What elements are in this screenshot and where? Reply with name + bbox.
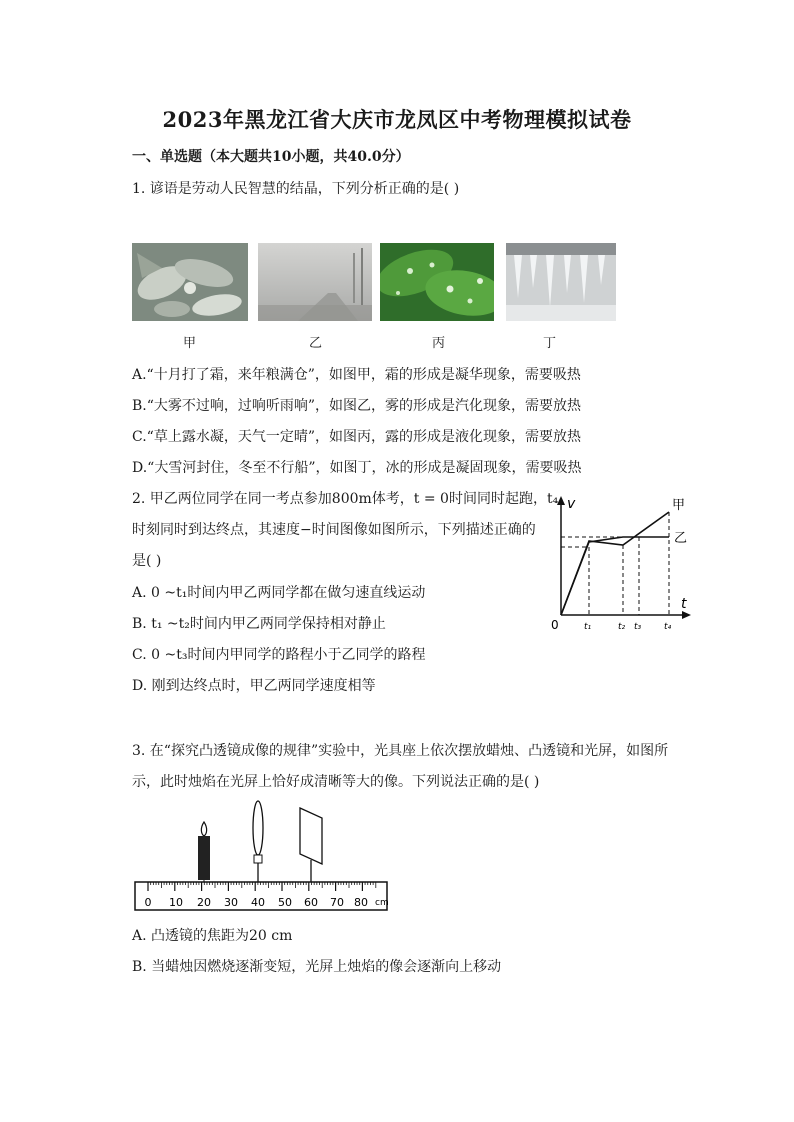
yi-line (561, 537, 669, 615)
t-axis-label: t (681, 596, 687, 612)
caption-bing: 丙 (432, 336, 446, 351)
ice-photo (506, 243, 616, 321)
ruler-label: 40 (251, 896, 265, 909)
candle (198, 822, 210, 882)
tick-t1: t₁ (584, 622, 592, 632)
frost-photo (132, 243, 248, 321)
candle-body (198, 836, 210, 880)
fog-photo (258, 243, 372, 321)
ruler-label: 20 (197, 896, 211, 909)
optical-bench-diagram (130, 798, 392, 918)
page-title: 2023年黑龙江省大庆市龙凤区中考物理模拟试卷 (162, 107, 632, 132)
candle-flame (201, 822, 206, 836)
question-3-line-2: 示，此时烛焰在光屏上恰好成清晰等大的像。下列说法正确的是( ) (132, 774, 540, 790)
jia-line (561, 512, 669, 615)
ruler-label: 0 (144, 896, 152, 909)
caption-yi: 乙 (309, 336, 323, 351)
q1-option-c: C.“草上露水凝，天气一定晴”，如图丙，露的形成是液化现象，需要放热 (132, 429, 581, 445)
q2-option-d: D. 刚到达终点时，甲乙两同学速度相等 (132, 678, 376, 694)
ruler-label: 60 (304, 896, 318, 909)
q2-option-a: A. 0 ~t₁时间内甲乙两同学都在做匀速直线运动 (132, 585, 426, 601)
q2-option-b: B. t₁ ~t₂时间内甲乙两同学保持相对静止 (132, 616, 386, 632)
origin-label: 0 (551, 618, 559, 632)
q3-option-a: A. 凸透镜的焦距为20 cm (132, 928, 293, 944)
ruler-label: 10 (169, 896, 183, 909)
light-screen (300, 808, 322, 882)
tick-t3: t₃ (634, 622, 642, 632)
question-1-stem: 1. 谚语是劳动人民智慧的结晶，下列分析正确的是( ) (132, 181, 460, 197)
q2-option-c: C. 0 ~t₃时间内甲同学的路程小于乙同学的路程 (132, 647, 426, 663)
section-heading: 一、单选题（本大题共10小题，共40.0分） (132, 149, 410, 165)
q1-option-b: B.“大雾不过响，过响听雨响”，如图乙，雾的形成是汽化现象，需要放热 (132, 398, 582, 414)
t-axis-arrow (682, 611, 691, 619)
ruler-unit: cm (375, 898, 389, 908)
question-3-line-1: 3. 在“探究凸透镜成像的规律”实验中，光具座上依次摆放蜡烛、凸透镜和光屏，如图所 (132, 743, 669, 759)
v-axis-arrow (557, 496, 565, 505)
yi-label: 乙 (674, 531, 688, 546)
question-2-line-1: 2. 甲乙两位同学在同一考点参加800m体考，t = 0时间同时起跑，t₄ (132, 491, 559, 507)
caption-jia: 甲 (183, 336, 197, 351)
velocity-time-graph (545, 492, 695, 637)
tick-t2: t₂ (618, 622, 626, 632)
jia-label: 甲 (672, 498, 686, 513)
q3-option-b: B. 当蜡烛因燃烧逐渐变短，光屏上烛焰的像会逐渐向上移动 (132, 959, 502, 975)
ruler-label: 30 (224, 896, 238, 909)
question-2-line-3: 是( ) (132, 553, 162, 569)
q1-option-d: D.“大雪河封住，冬至不行船”，如图丁，冰的形成是凝固现象，需要吸热 (132, 460, 582, 476)
dew-photo (380, 243, 494, 321)
q1-option-a: A.“十月打了霜，来年粮满仓”，如图甲，霜的形成是凝华现象，需要吸热 (132, 367, 581, 383)
ruler-label: 80 (354, 896, 368, 909)
caption-ding: 丁 (543, 336, 557, 351)
question-2-line-2: 时刻同时到达终点，其速度−时间图像如图所示，下列描述正确的 (132, 522, 536, 538)
ruler-label: 50 (278, 896, 292, 909)
v-axis-label: v (567, 496, 576, 512)
convex-lens (253, 801, 263, 882)
ruler-label: 70 (330, 896, 344, 909)
tick-t4: t₄ (664, 622, 672, 632)
